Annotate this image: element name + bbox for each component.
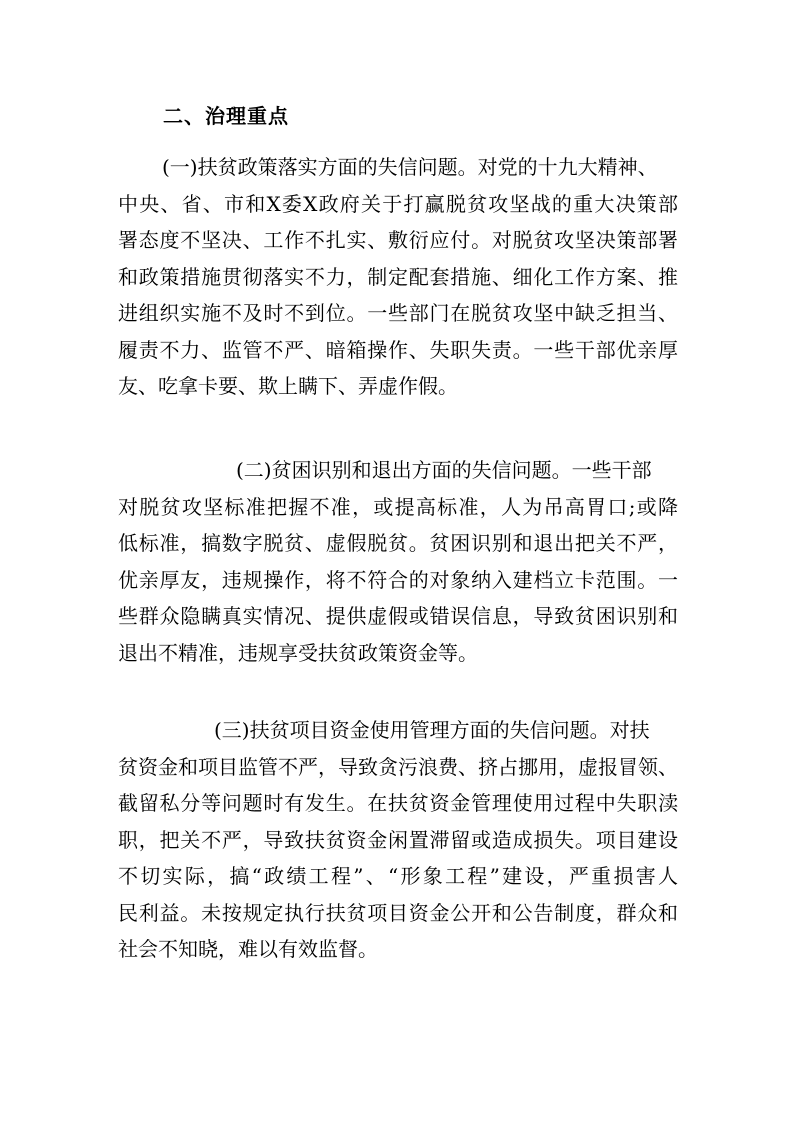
paragraph-line: 优亲厚友，违规操作，将不符合的对象纳入建档立卡范围。一	[118, 567, 678, 592]
paragraph-line: 不切实际，搞“政绩工程”、“形象工程”建设，严重损害人	[118, 864, 678, 888]
paragraph-line: 贫资金和项目监管不严，导致贪污浪费、挤占挪用，虚报冒领、	[118, 754, 678, 779]
paragraph-line: 职，把关不严，导致扶贫资金闲置滞留或造成损失。项目建设	[118, 827, 678, 852]
paragraph-poverty-identification	[118, 452, 678, 671]
paragraph-line: 对脱贫攻坚标准把握不准，或提高标准，人为吊高胃口;或降	[118, 494, 678, 519]
paragraph-line: 些群众隐瞒真实情况、提供虚假或错误信息，导致贫困识别和	[118, 604, 678, 628]
section-heading: 二、治理重点	[163, 104, 289, 128]
paragraph-line: 截留私分等问题时有发生。在扶贫资金管理使用过程中失职渎	[118, 791, 678, 815]
paragraph-line: 进组织实施不及时不到位。一些部门在脱贫攻坚中缺乏担当、	[118, 301, 678, 325]
paragraph-line: 友、吃拿卡要、欺上瞒下、弄虚作假。	[118, 374, 458, 398]
paragraph-line: (二)贫困识别和退出方面的失信问题。一些干部	[236, 458, 652, 482]
paragraph-fund-management	[118, 712, 678, 968]
paragraph-line: 社会不知晓，难以有效监督。	[118, 937, 378, 961]
paragraph-line: 民利益。未按规定执行扶贫项目资金公开和公告制度，群众和	[118, 900, 678, 925]
paragraph-line: (一)扶贫政策落实方面的失信问题。对党的十九大精神、	[162, 155, 658, 179]
paragraph-line: 中央、省、市和X委X政府关于打赢脱贫攻坚战的重大决策部	[118, 191, 678, 216]
paragraph-line: 低标准，搞数字脱贫、虚假脱贫。贫困识别和退出把关不严，	[118, 531, 678, 555]
paragraph-line: 署态度不坚决、工作不扎实、敷衍应付。对脱贫攻坚决策部署	[118, 228, 678, 252]
paragraph-line: 退出不精准，违规享受扶贫政策资金等。	[118, 640, 478, 665]
paragraph-line: (三)扶贫项目资金使用管理方面的失信问题。对扶	[214, 718, 650, 742]
paragraph-line: 和政策措施贯彻落实不力，制定配套措施、细化工作方案、推	[118, 264, 678, 289]
paragraph-policy-implementation	[118, 149, 678, 405]
paragraph-line: 履责不力、监管不严、暗箱操作、失职失责。一些干部优亲厚	[118, 337, 678, 362]
